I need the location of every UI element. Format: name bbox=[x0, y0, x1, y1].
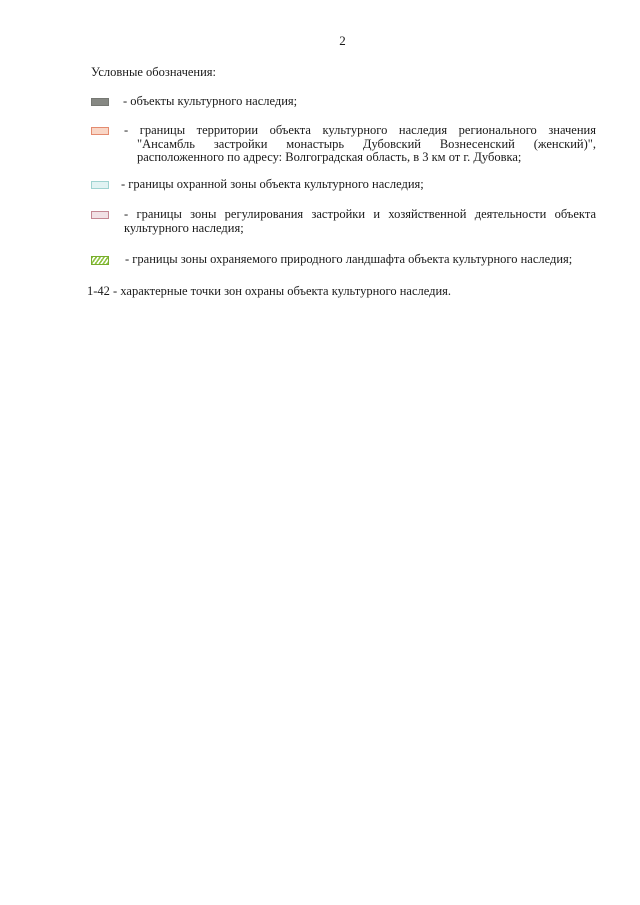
legend-item-landscape-zone bbox=[91, 253, 596, 267]
legend-item-label-line: - границы зоны регулирования застройки и хозяйственной деятельности объекта bbox=[124, 207, 596, 221]
legend-item-protection-zone bbox=[91, 178, 596, 192]
legend-item-regulation-zone bbox=[91, 208, 596, 236]
legend-item-territory-boundary bbox=[91, 124, 596, 166]
regulation-zone-swatch bbox=[91, 211, 109, 219]
legend-title: Условные обозначения: bbox=[91, 65, 217, 79]
points-note: 1-42 - характерные точки зон охраны объекта культурного наследия. bbox=[87, 284, 452, 298]
legend-item-label: - объекты культурного наследия; bbox=[123, 94, 298, 108]
landscape-zone-swatch bbox=[91, 256, 109, 265]
legend-item-label-line: расположенного по адресу: Волгоградская область, в 3 км от г. Дубовка; bbox=[137, 150, 522, 164]
legend-item-label bbox=[124, 208, 596, 235]
territory-boundary-swatch bbox=[91, 127, 109, 135]
legend-item-label: - границы охранной зоны объекта культурного наследия; bbox=[121, 177, 424, 191]
legend-item-heritage-objects bbox=[91, 95, 596, 109]
heritage-object-swatch bbox=[91, 98, 109, 106]
legend-item-label: - границы зоны охраняемого природного ландшафта объекта культурного наследия; bbox=[125, 252, 573, 266]
page-number: 2 bbox=[339, 33, 346, 48]
protection-zone-swatch bbox=[91, 181, 109, 189]
legend-item-label-line: "Ансамбль застройки монастырь Дубовский Вознесенский (женский)", bbox=[137, 136, 596, 151]
legend-item-label-line: культурного наследия; bbox=[124, 220, 244, 235]
legend-item-label-line: - границы территории объекта культурного наследия регионального значения bbox=[124, 123, 596, 137]
legend-item-label bbox=[124, 124, 596, 165]
